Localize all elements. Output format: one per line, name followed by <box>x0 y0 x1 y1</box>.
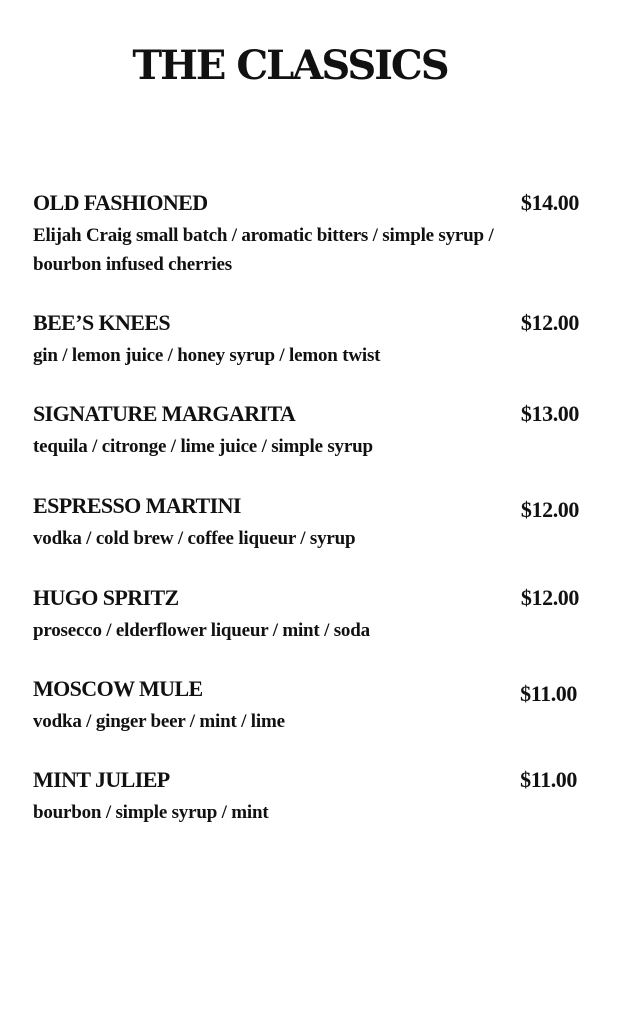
menu-item-bees-knees <box>33 309 593 370</box>
menu-item-espresso-martini <box>33 492 593 553</box>
item-price: $14.00 <box>520 190 579 215</box>
item-description: gin / lemon juice / honey syrup / lemon twist <box>33 345 381 366</box>
item-description: tequila / citronge / lime juice / simple syrup <box>33 436 373 457</box>
item-name: OLD FASHIONED <box>33 190 208 215</box>
item-price: $11.00 <box>520 767 577 792</box>
menu-title: THE CLASSICS <box>132 42 448 89</box>
menu-item-mint-juliep <box>33 766 593 827</box>
item-price: $12.00 <box>520 310 579 335</box>
item-price: $13.00 <box>520 401 579 426</box>
item-price: $12.00 <box>520 585 579 610</box>
item-price: $11.00 <box>520 681 577 706</box>
item-name: SIGNATURE MARGARITA <box>33 401 296 426</box>
item-description: prosecco / elderflower liqueur / mint / soda <box>33 620 370 641</box>
menu-item-old-fashioned <box>33 189 593 279</box>
menu-item-signature-margarita <box>33 400 593 461</box>
item-description: vodka / ginger beer / mint / lime <box>33 711 285 732</box>
item-price: $12.00 <box>520 497 579 522</box>
item-name: ESPRESSO MARTINI <box>33 493 241 518</box>
item-name: MINT JULIEP <box>33 767 170 792</box>
item-name: BEE’S KNEES <box>33 310 171 335</box>
item-description: Elijah Craig small batch / aromatic bitters / simple syrup / bourbon infused cherries <box>33 225 494 275</box>
item-name: HUGO SPRITZ <box>33 585 179 610</box>
item-name: MOSCOW MULE <box>33 676 203 701</box>
item-description: vodka / cold brew / coffee liqueur / syrup <box>33 528 356 549</box>
item-description: bourbon / simple syrup / mint <box>33 802 269 823</box>
menu-item-hugo-spritz <box>33 584 593 645</box>
menu-item-moscow-mule <box>33 675 593 736</box>
